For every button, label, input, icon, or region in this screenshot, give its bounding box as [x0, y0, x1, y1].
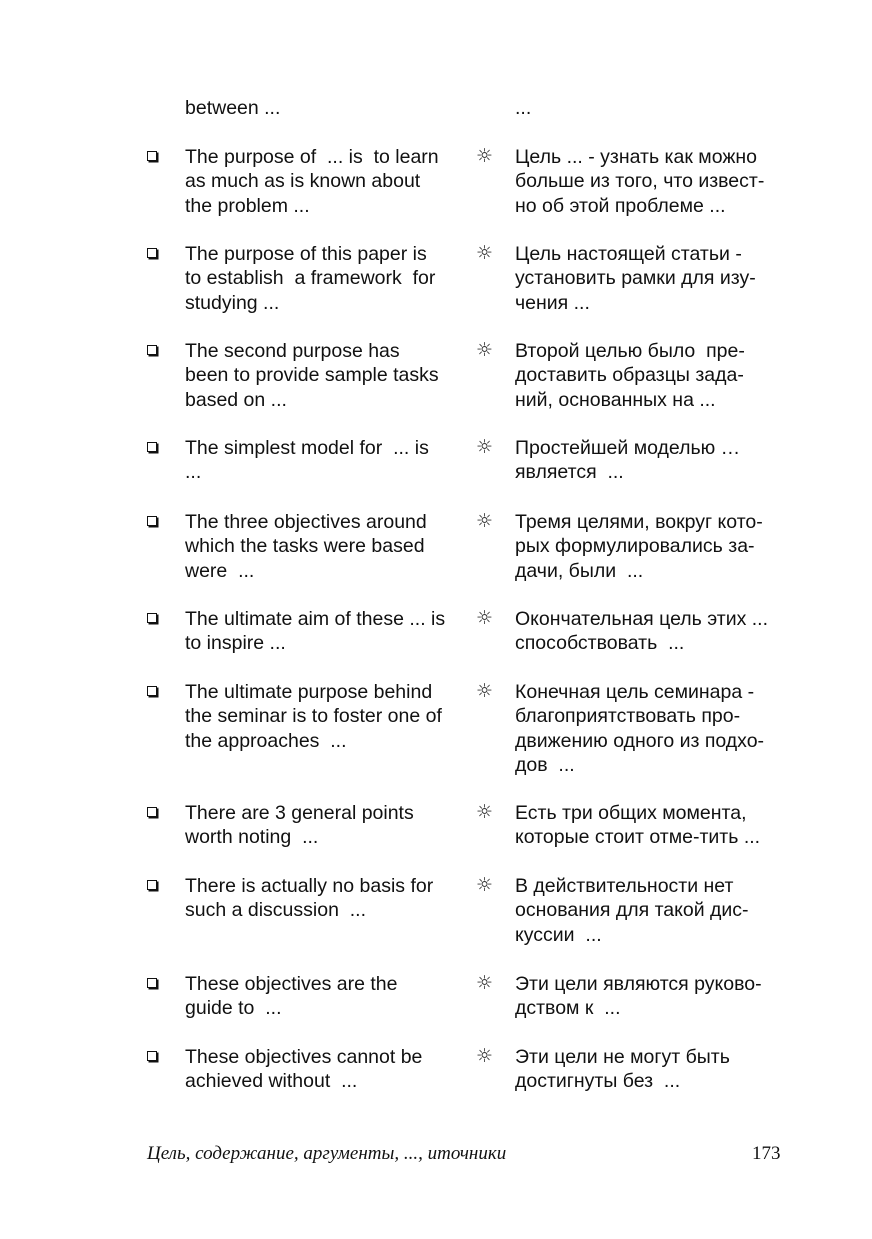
english-phrase: There is actually no basis for such a discussion ... [185, 875, 434, 922]
sun-bullet-icon: ☼ [476, 145, 494, 167]
sun-bullet-icon: ☼ [476, 680, 494, 702]
russian-phrase: Цель настоящей статьи - установить рамки для изу- чения ... [515, 243, 756, 314]
checkbox-bullet-icon [147, 613, 157, 623]
russian-phrase: Эти цели не могут быть достигнуты без ... [515, 1046, 730, 1093]
russian-phrase: Второй целью было пре- доставить образцы зада- ний, основанных на ... [515, 340, 745, 411]
checkbox-bullet-icon [147, 1051, 157, 1061]
english-phrase: The second purpose has been to provide sample tasks based on ... [185, 340, 439, 411]
russian-phrase: Окончательная цель этих ... способствовать ... [515, 608, 769, 655]
continuation-english: between ... [185, 97, 281, 119]
checkbox-bullet-icon [147, 516, 157, 526]
sun-bullet-icon: ☼ [476, 874, 494, 896]
checkbox-bullet-icon [147, 978, 157, 988]
checkbox-bullet-icon [147, 880, 157, 890]
english-phrase: The ultimate aim of these ... is to inspire ... [185, 608, 446, 655]
russian-phrase: В действительности нет основания для такой дис- куссии ... [515, 875, 749, 946]
russian-phrase: Есть три общих момента, которые стоит отме-тить ... [515, 802, 761, 849]
checkbox-bullet-icon [147, 686, 157, 696]
russian-phrase: Эти цели являются руково- дством к ... [515, 973, 762, 1020]
sun-bullet-icon: ☼ [476, 1045, 494, 1067]
sun-bullet-icon: ☼ [476, 972, 494, 994]
russian-phrase: Простейшей моделью … является ... [515, 437, 741, 484]
sun-bullet-icon: ☼ [476, 242, 494, 264]
english-phrase: The purpose of this paper is to establish a framework for studying ... [185, 243, 436, 314]
english-phrase: The three objectives around which the tasks were based were ... [185, 511, 427, 582]
running-footer-title: Цель, содержание, аргументы, ..., иточники [147, 1143, 507, 1164]
sun-bullet-icon: ☼ [476, 607, 494, 629]
english-phrase: These objectives cannot be achieved without ... [185, 1046, 423, 1093]
russian-phrase: Цель ... - узнать как можно больше из того, что извест- но об этой проблеме ... [515, 146, 765, 217]
english-phrase: The purpose of ... is to learn as much as is known about the problem ... [185, 146, 439, 217]
sun-bullet-icon: ☼ [476, 801, 494, 823]
checkbox-bullet-icon [147, 345, 157, 355]
continuation-russian: ... [515, 97, 532, 119]
checkbox-bullet-icon [147, 442, 157, 452]
checkbox-bullet-icon [147, 151, 157, 161]
english-phrase: These objectives are the guide to ... [185, 973, 398, 1020]
checkbox-bullet-icon [147, 807, 157, 817]
sun-bullet-icon: ☼ [476, 510, 494, 532]
sun-bullet-icon: ☼ [476, 436, 494, 458]
checkbox-bullet-icon [147, 248, 157, 258]
sun-bullet-icon: ☼ [476, 339, 494, 361]
page-number: 173 [752, 1143, 781, 1164]
english-phrase: The ultimate purpose behind the seminar is to foster one of the approaches ... [185, 681, 442, 752]
russian-phrase: Конечная цель семинара - благоприятствовать про- движению одного из подхо- дов ... [515, 681, 765, 776]
russian-phrase: Тремя целями, вокруг кото- рых формулировались за- дачи, были ... [515, 511, 763, 582]
english-phrase: There are 3 general points worth noting ... [185, 802, 414, 849]
english-phrase: The simplest model for ... is ... [185, 437, 429, 484]
